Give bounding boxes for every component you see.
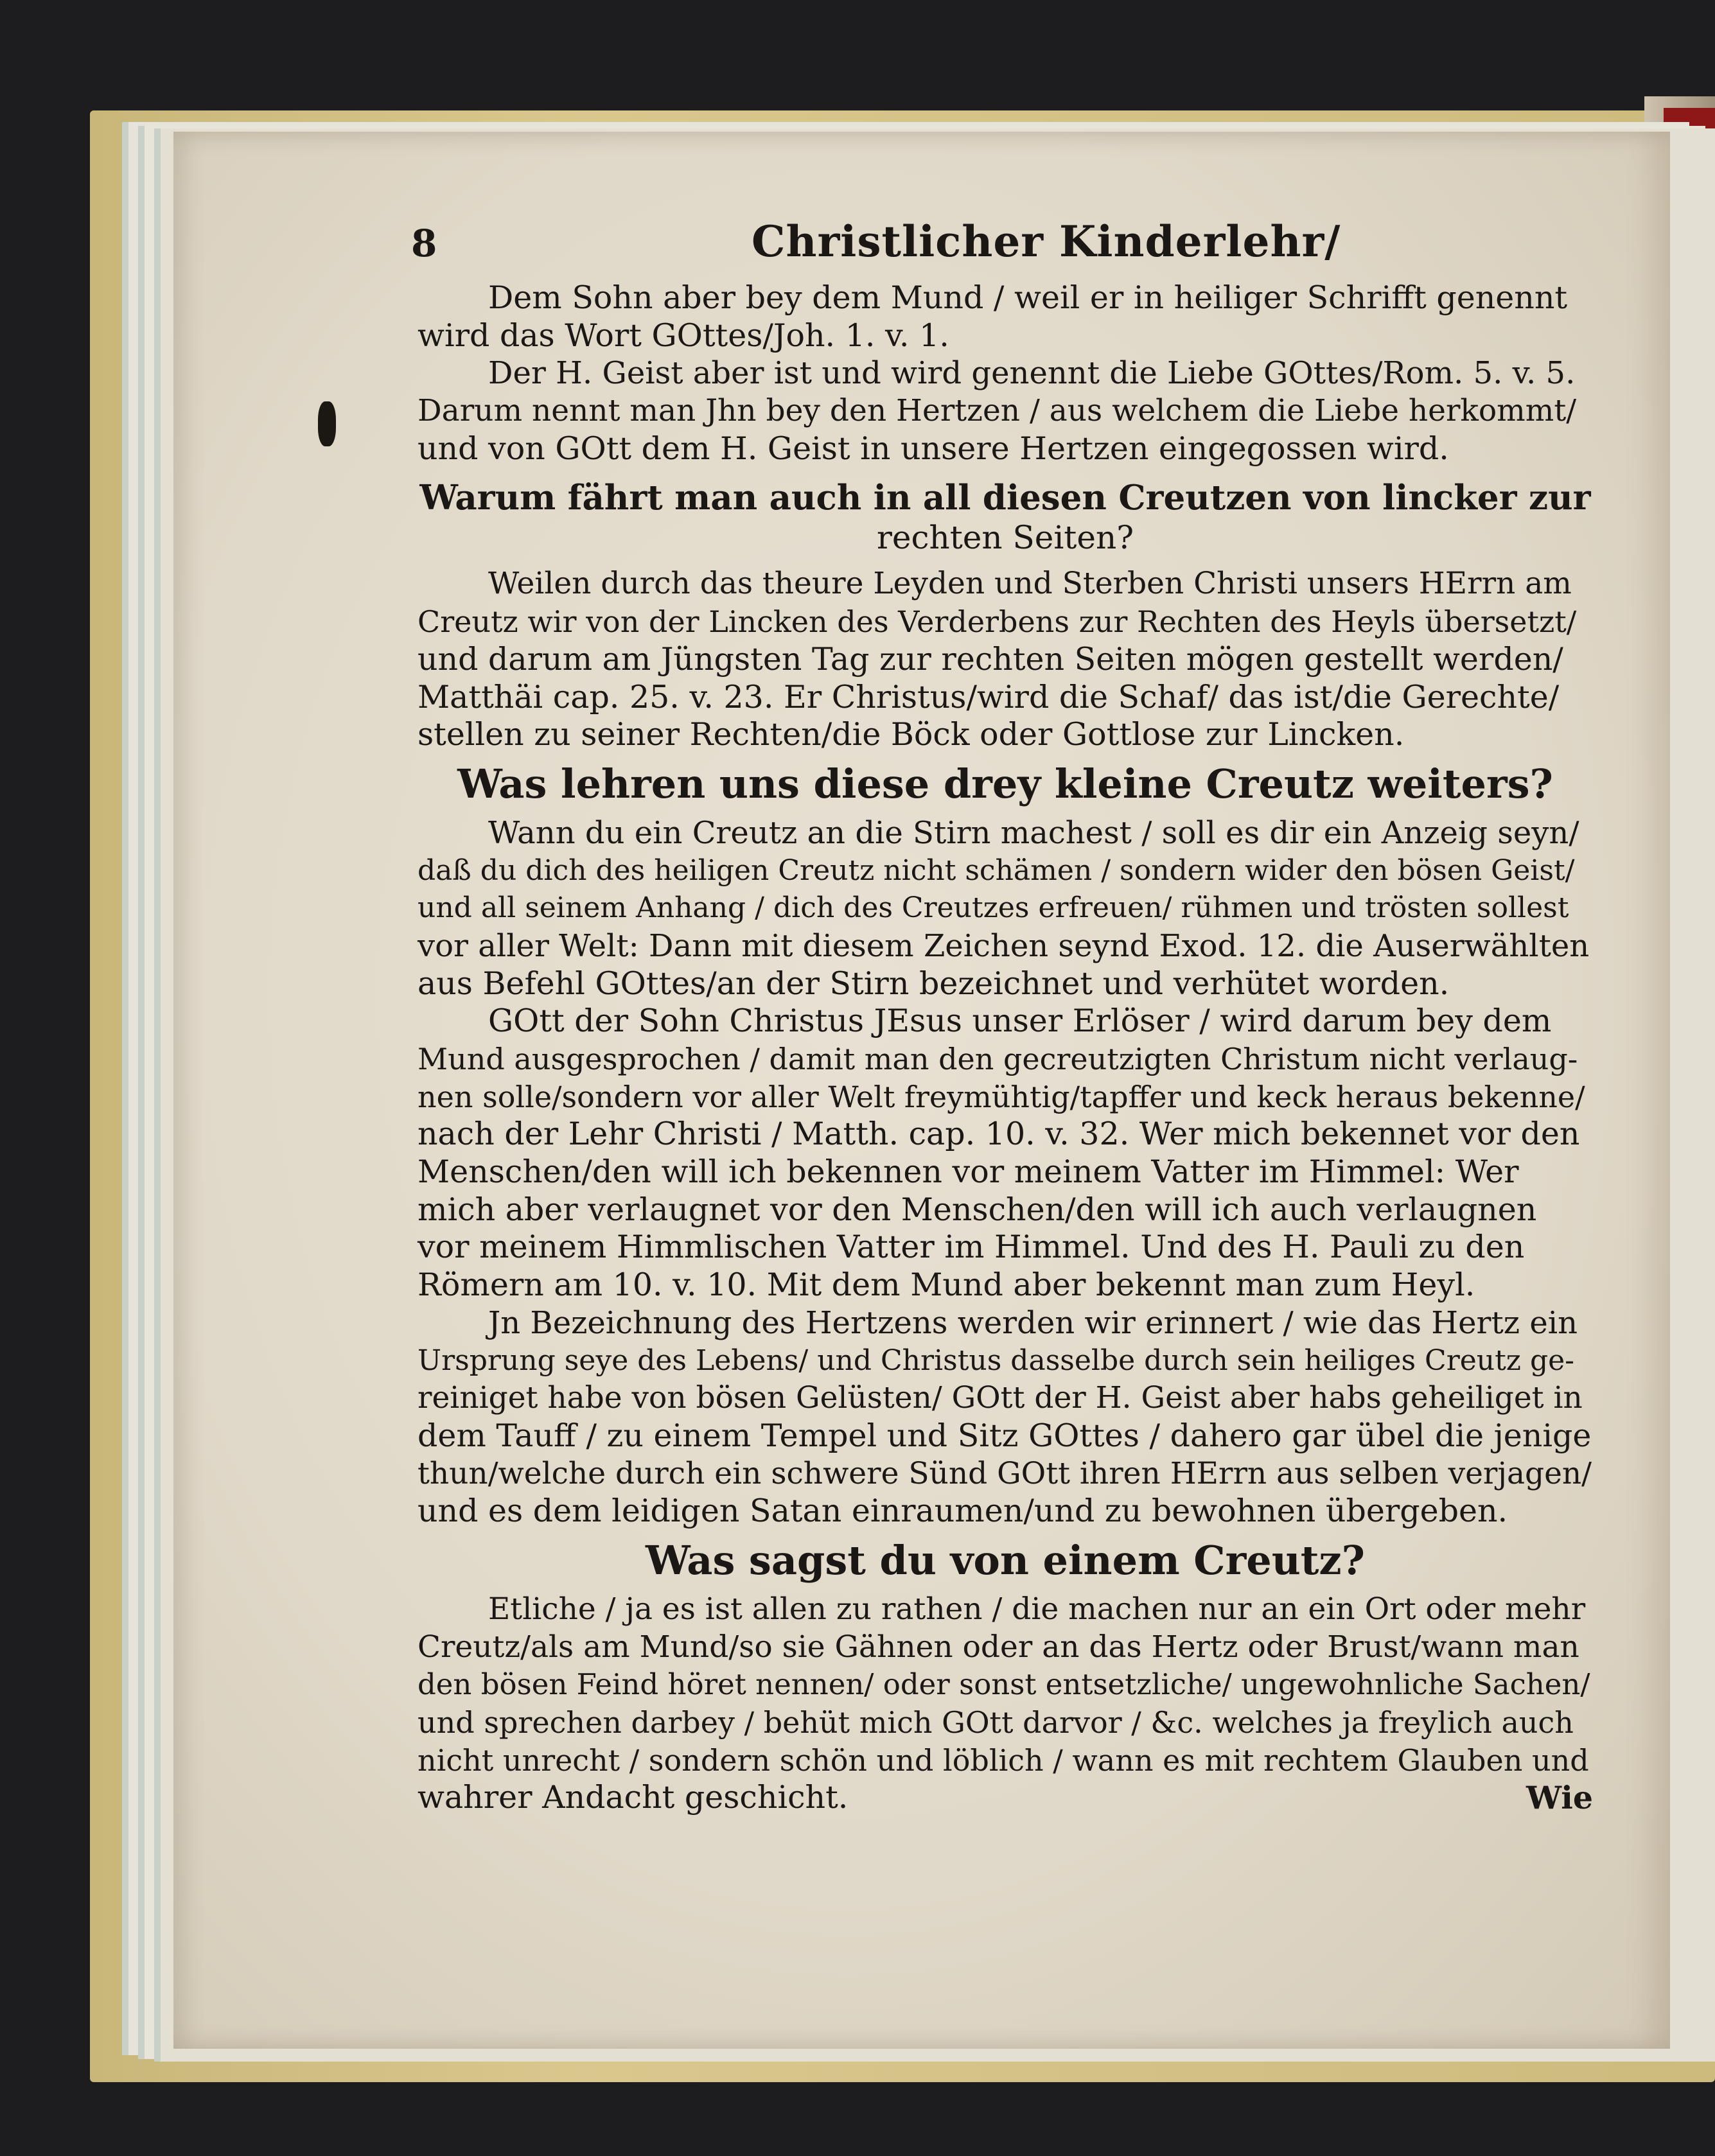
text-line: Creutz wir von der Lincken des Verderbens zur Rechten des Heyls übersetzt/	[418, 604, 1577, 640]
question-heading: Was sagst du von einem Creutz?	[646, 1536, 1365, 1584]
text-line: Römern am 10. v. 10. Mit dem Mund aber bekennt man zum Heyl.	[418, 1266, 1475, 1304]
text-line: mich aber verlaugnet vor den Menschen/den will ich auch verlaugnen	[418, 1191, 1537, 1228]
question-heading: Warum fährt man auch in all diesen Creutzen von lincker zur	[419, 478, 1591, 518]
text-line: Der H. Geist aber ist und wird genennt die Liebe GOttes/Rom. 5. v. 5.	[488, 355, 1576, 392]
text-line: und von GOtt dem H. Geist in unsere Hertzen eingegossen wird.	[418, 430, 1449, 467]
text-line: und darum am Jüngsten Tag zur rechten Seiten mögen gestellt werden/	[418, 640, 1563, 678]
text-line: thun/welche durch ein schwere Sünd GOtt ihren HErrn aus selben verjagen/	[418, 1455, 1592, 1491]
text-line: wahrer Andacht geschicht.	[418, 1779, 849, 1816]
ink-blot	[318, 401, 336, 446]
question-heading: Was lehren uns diese drey kleine Creutz weiters?	[457, 760, 1553, 807]
text-line: und es dem leidigen Satan einraumen/und zu bewohnen übergeben.	[418, 1493, 1508, 1530]
running-title: Christlicher Kinderlehr/	[752, 216, 1341, 267]
text-line: Weilen durch das theure Leyden und Sterben Christi unsers HErrn am	[488, 566, 1572, 602]
text-line: nicht unrecht / sondern schön und löblich / wann es mit rechtem Glauben und	[418, 1742, 1589, 1778]
text-line: wird das Wort GOttes/Joh. 1. v. 1.	[418, 317, 949, 354]
text-line: reiniget habe von bösen Gelüsten/ GOtt der H. Geist aber habs geheiliget in	[418, 1380, 1583, 1416]
text-line: Dem Sohn aber bey dem Mund / weil er in heiliger Schrifft genennt	[488, 279, 1568, 316]
catchword: Wie	[1526, 1779, 1593, 1817]
text-line: Darum nennt man Jhn bey den Hertzen / aus welchem die Liebe herkommt/	[418, 393, 1577, 429]
page-text	[418, 279, 1593, 1817]
text-line: GOtt der Sohn Christus JEsus unser Erlöser / wird darum bey dem	[488, 1003, 1552, 1040]
text-line: und sprechen darbey / behüt mich GOtt darvor / &c. welches ja freylich auch	[418, 1705, 1574, 1740]
text-line: und all seinem Anhang / dich des Creutzes erfreuen/ rühmen und trösten sollest	[418, 891, 1569, 925]
text-line: nach der Lehr Christi / Matth. cap. 10. v. 32. Wer mich bekennet vor den	[418, 1116, 1580, 1153]
text-line: Creutz/als am Mund/so sie Gähnen oder an das Hertz oder Brust/wann man	[418, 1629, 1579, 1665]
text-line: dem Tauff / zu einem Tempel und Sitz GOttes / dahero gar übel die jenige	[418, 1417, 1592, 1454]
text-line: Ursprung seye des Lebens/ und Christus dasselbe durch sein heiliges Creutz ge-	[418, 1344, 1575, 1377]
text-line: Mund ausgesprochen / damit man den gecreutzigten Christum nicht verlaug-	[418, 1042, 1578, 1076]
text-line: nen solle/sondern vor aller Welt freymühtig/tapffer und keck heraus bekenne/	[418, 1079, 1585, 1114]
text-line: aus Befehl GOttes/an der Stirn bezeichnet und verhütet worden.	[418, 965, 1450, 1002]
text-line: vor meinem Himmlischen Vatter im Himmel. Und des H. Pauli zu den	[418, 1229, 1525, 1266]
text-line: Etliche / ja es ist allen zu rathen / die machen nur an ein Ort oder mehr	[488, 1591, 1586, 1627]
question-heading-cont: rechten Seiten?	[877, 519, 1134, 557]
text-line: Menschen/den will ich bekennen vor meinem Vatter im Himmel: Wer	[418, 1153, 1519, 1191]
book-page	[173, 132, 1670, 2049]
text-line: den bösen Feind höret nennen/ oder sonst entsetzliche/ ungewohnliche Sachen/	[418, 1667, 1590, 1702]
text-line: stellen zu seiner Rechten/die Böck oder Gottlose zur Lincken.	[418, 716, 1405, 753]
text-line-last	[418, 1779, 1593, 1817]
text-line: Wann du ein Creutz an die Stirn machest / soll es dir ein Anzeig seyn/	[488, 814, 1579, 851]
page-number: 8	[411, 222, 437, 265]
text-line: vor aller Welt: Dann mit diesem Zeichen seynd Exod. 12. die Auserwählten	[418, 927, 1590, 964]
text-line: Matthäi cap. 25. v. 23. Er Christus/wird die Schaf/ das ist/die Gerechte/	[418, 678, 1560, 715]
text-line: Jn Bezeichnung des Hertzens werden wir erinnert / wie das Hertz ein	[488, 1304, 1578, 1341]
text-line: daß du dich des heiligen Creutz nicht schämen / sondern wider den bösen Geist/	[418, 854, 1575, 887]
